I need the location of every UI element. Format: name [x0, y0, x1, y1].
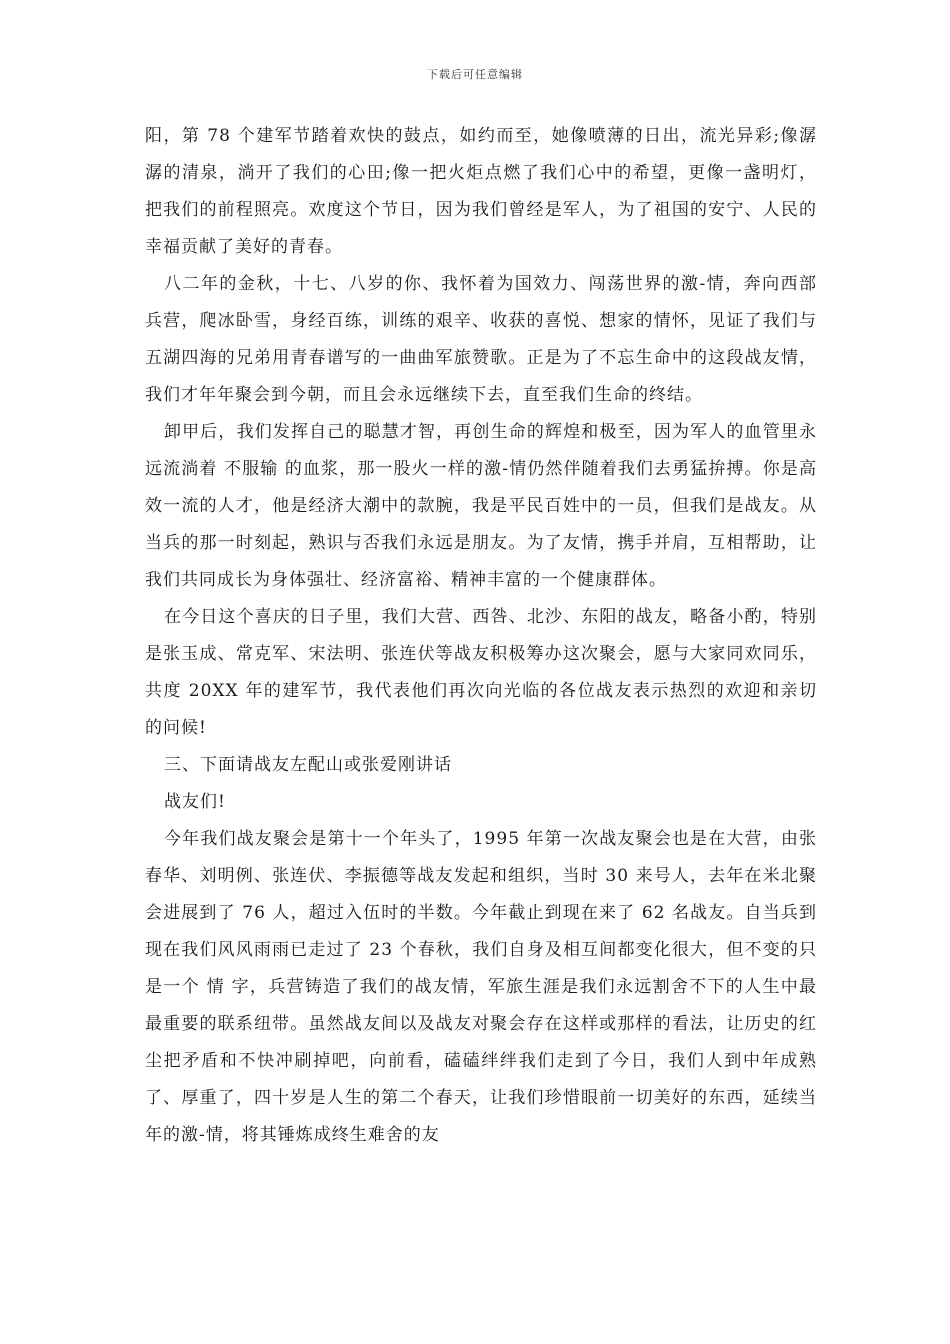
page-header-note: 下载后可任意编辑	[427, 68, 523, 81]
salutation: 战友们!	[164, 792, 226, 812]
paragraph-4: 在今日这个喜庆的日子里，我们大营、西咎、北沙、东阳的战友，略备小酌，特别是张玉成、常克军、宋法明、张连伏等战友积极筹办这次聚会，愿与大家同欢同乐，共度 20XX 年的建军节，我代表他们再次向光临的各位战友表示热烈的欢迎和亲切的问候!	[145, 607, 817, 738]
paragraph-3: 卸甲后，我们发挥自己的聪慧才智，再创生命的辉煌和极至，因为军人的血管里永远流淌着 不服输 的血浆，那一股火一样的激-情仍然伴随着我们去勇猛拚搏。你是高效一流的人才，他是经济大潮中的款腕，我是平民百姓中的一员，但我们是战友。从当兵的那一时刻起，熟识与否我们永远是朋友。为了友情，携手并肩，互相帮助，让我们共同成长为身体强壮、经济富裕、精神丰富的一个健康群体。	[145, 422, 817, 590]
section-heading: 三、下面请战友左配山或张爱刚讲话	[164, 755, 452, 775]
paragraph-2: 八二年的金秋，十七、八岁的你、我怀着为国效力、闯荡世界的激-情，奔向西部兵营，爬冰卧雪，身经百练，训练的艰辛、收获的喜悦、想家的情怀，见证了我们与五湖四海的兄弟用青春谱写的一曲曲军旅赞歌。正是为了不忘生命中的这段战友情，我们才年年聚会到今朝，而且会永远继续下去，直至我们生命的终结。	[145, 274, 817, 405]
paragraph-1: 阳，第 78 个建军节踏着欢快的鼓点，如约而至，她像喷薄的日出，流光异彩;像潺潺的清泉，淌开了我们的心田;像一把火炬点燃了我们心中的希望，更像一盏明灯，把我们的前程照亮。欢度这个节日，因为我们曾经是军人，为了祖国的安宁、人民的幸福贡献了美好的青春。	[145, 126, 817, 257]
paragraph-5: 今年我们战友聚会是第十一个年头了，1995 年第一次战友聚会也是在大营，由张春华、刘明例、张连伏、李振德等战友发起和组织，当时 30 来号人，去年在米北聚会进展到了 76 人，超过入伍时的半数。今年截止到现在来了 62 名战友。自当兵到现在我们风风雨雨已走过了 23 个春秋，我们自身及相互间都变化很大，但不变的只是一个 情 字，兵营铸造了我们的战友情，军旅生涯是我们永远割舍不下的人生中最最重要的联系纽带。虽然战友间以及战友对聚会存在这样或那样的看法，让历史的红尘把矛盾和不快冲刷掉吧，向前看，磕磕绊绊我们走到了今日，我们人到中年成熟了、厚重了，四十岁是人生的第二个春天，让我们珍惜眼前一切美好的东西，延续当年的激-情，将其锤炼成终生难舍的友	[145, 829, 817, 1145]
document-body	[145, 118, 817, 1154]
